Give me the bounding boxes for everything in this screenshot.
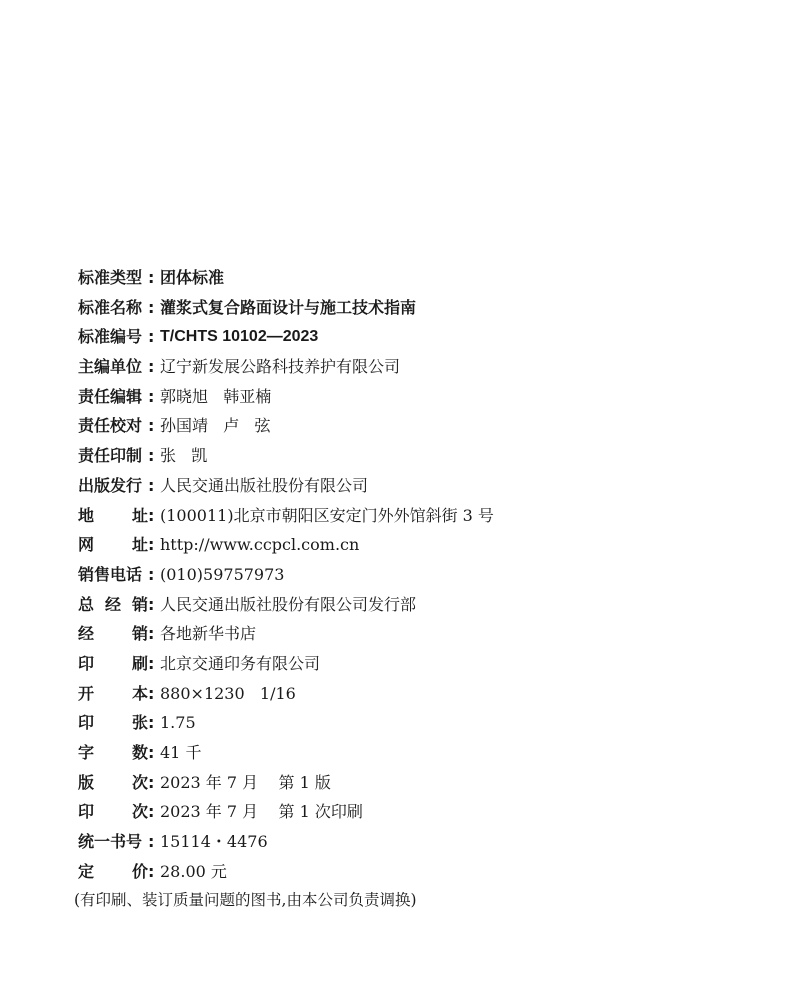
colon: : — [148, 713, 155, 733]
replacement-note: (有印刷、装订质量问题的图书,由本公司负责调换) — [74, 891, 417, 910]
row-sales-phone — [78, 560, 758, 590]
label-edition: 版次 — [78, 772, 148, 792]
value-standard-type: 团体标准 — [160, 268, 225, 287]
row-isbn — [78, 827, 758, 857]
row-website — [78, 530, 758, 560]
value-word-count: 41 千 — [160, 743, 202, 762]
colon: : — [148, 832, 155, 852]
label-word-count: 字数 — [78, 743, 148, 762]
label-website: 网址 — [78, 535, 148, 555]
label-isbn: 统一书号 — [78, 832, 143, 852]
label-responsible-editor: 责任编辑 — [78, 386, 143, 406]
label-standard-number: 标准编号 — [78, 327, 143, 347]
value-responsible-editor: 郭晓旭 韩亚楠 — [160, 386, 272, 406]
colon: : — [148, 386, 155, 406]
value-price: 28.00 元 — [160, 861, 227, 881]
value-address: (100011)北京市朝阳区安定门外外馆斜街 3 号 — [160, 505, 494, 525]
label-price: 定价 — [78, 861, 148, 881]
label-sales-phone: 销售电话 — [78, 564, 143, 584]
value-isbn: 15114・4476 — [160, 832, 268, 852]
colon: : — [148, 624, 155, 644]
value-proofreader: 孙国靖 卢 弦 — [160, 416, 271, 436]
label-chief-editor-unit: 主编单位 — [78, 357, 143, 377]
row-word-count — [78, 738, 758, 768]
colon: : — [148, 772, 155, 792]
colon: : — [148, 357, 155, 377]
row-standard-type — [78, 263, 758, 293]
row-address — [78, 501, 758, 531]
row-distributor — [78, 619, 758, 649]
row-publisher — [78, 471, 758, 501]
row-impression — [78, 797, 758, 827]
label-impression: 印次 — [78, 802, 148, 822]
colon: : — [148, 327, 155, 347]
row-standard-name — [78, 293, 758, 323]
value-website: http://www.ccpcl.com.cn — [160, 535, 360, 555]
row-printer — [78, 649, 758, 679]
colon: : — [148, 743, 155, 762]
colon: : — [148, 564, 155, 584]
label-distributor: 经销 — [78, 624, 148, 644]
colon: : — [148, 446, 155, 466]
label-standard-name: 标准名称 — [78, 297, 143, 317]
value-general-distributor: 人民交通出版社股份有限公司发行部 — [160, 594, 417, 614]
row-edition — [78, 768, 758, 798]
colon: : — [148, 297, 155, 317]
label-address: 地址 — [78, 505, 148, 525]
label-proofreader: 责任校对 — [78, 416, 143, 436]
label-general-distributor: 总经销 — [78, 594, 148, 614]
row-general-distributor — [78, 590, 758, 620]
label-printed-sheets: 印张 — [78, 713, 148, 733]
row-print-supervisor — [78, 441, 758, 471]
value-sales-phone: (010)59757973 — [160, 564, 285, 584]
copyright-info-list — [74, 263, 758, 916]
colon: : — [148, 802, 155, 822]
label-print-supervisor: 责任印制 — [78, 446, 143, 466]
colon: : — [148, 505, 155, 525]
row-chief-editor-unit — [78, 352, 758, 382]
label-format: 开本 — [78, 683, 148, 703]
colon: : — [148, 475, 155, 495]
label-printer: 印刷 — [78, 653, 148, 673]
value-format: 880×1230 1/16 — [160, 683, 296, 703]
colon: : — [148, 416, 155, 436]
value-impression: 2023 年 7 月 第 1 次印刷 — [160, 802, 363, 822]
colon: : — [148, 535, 155, 555]
label-publisher: 出版发行 — [78, 475, 143, 495]
value-printed-sheets: 1.75 — [160, 713, 196, 733]
colon: : — [148, 683, 155, 703]
row-proofreader — [78, 411, 758, 441]
row-responsible-editor — [78, 382, 758, 412]
colon: : — [148, 653, 155, 673]
value-edition: 2023 年 7 月 第 1 版 — [160, 772, 331, 792]
value-print-supervisor: 张 凯 — [160, 446, 208, 466]
row-format — [78, 679, 758, 709]
label-standard-type: 标准类型 — [78, 268, 143, 287]
value-standard-number: T/CHTS 10102—2023 — [160, 328, 319, 346]
value-chief-editor-unit: 辽宁新发展公路科技养护有限公司 — [160, 357, 401, 377]
value-distributor: 各地新华书店 — [160, 624, 257, 644]
value-printer: 北京交通印务有限公司 — [160, 653, 321, 673]
row-standard-number — [78, 322, 758, 352]
value-publisher: 人民交通出版社股份有限公司 — [160, 475, 369, 495]
row-printed-sheets — [78, 708, 758, 738]
colon: : — [148, 268, 155, 287]
row-price — [78, 857, 758, 887]
value-standard-name: 灌浆式复合路面设计与施工技术指南 — [160, 297, 417, 317]
colon: : — [148, 594, 155, 614]
colon: : — [148, 861, 155, 881]
